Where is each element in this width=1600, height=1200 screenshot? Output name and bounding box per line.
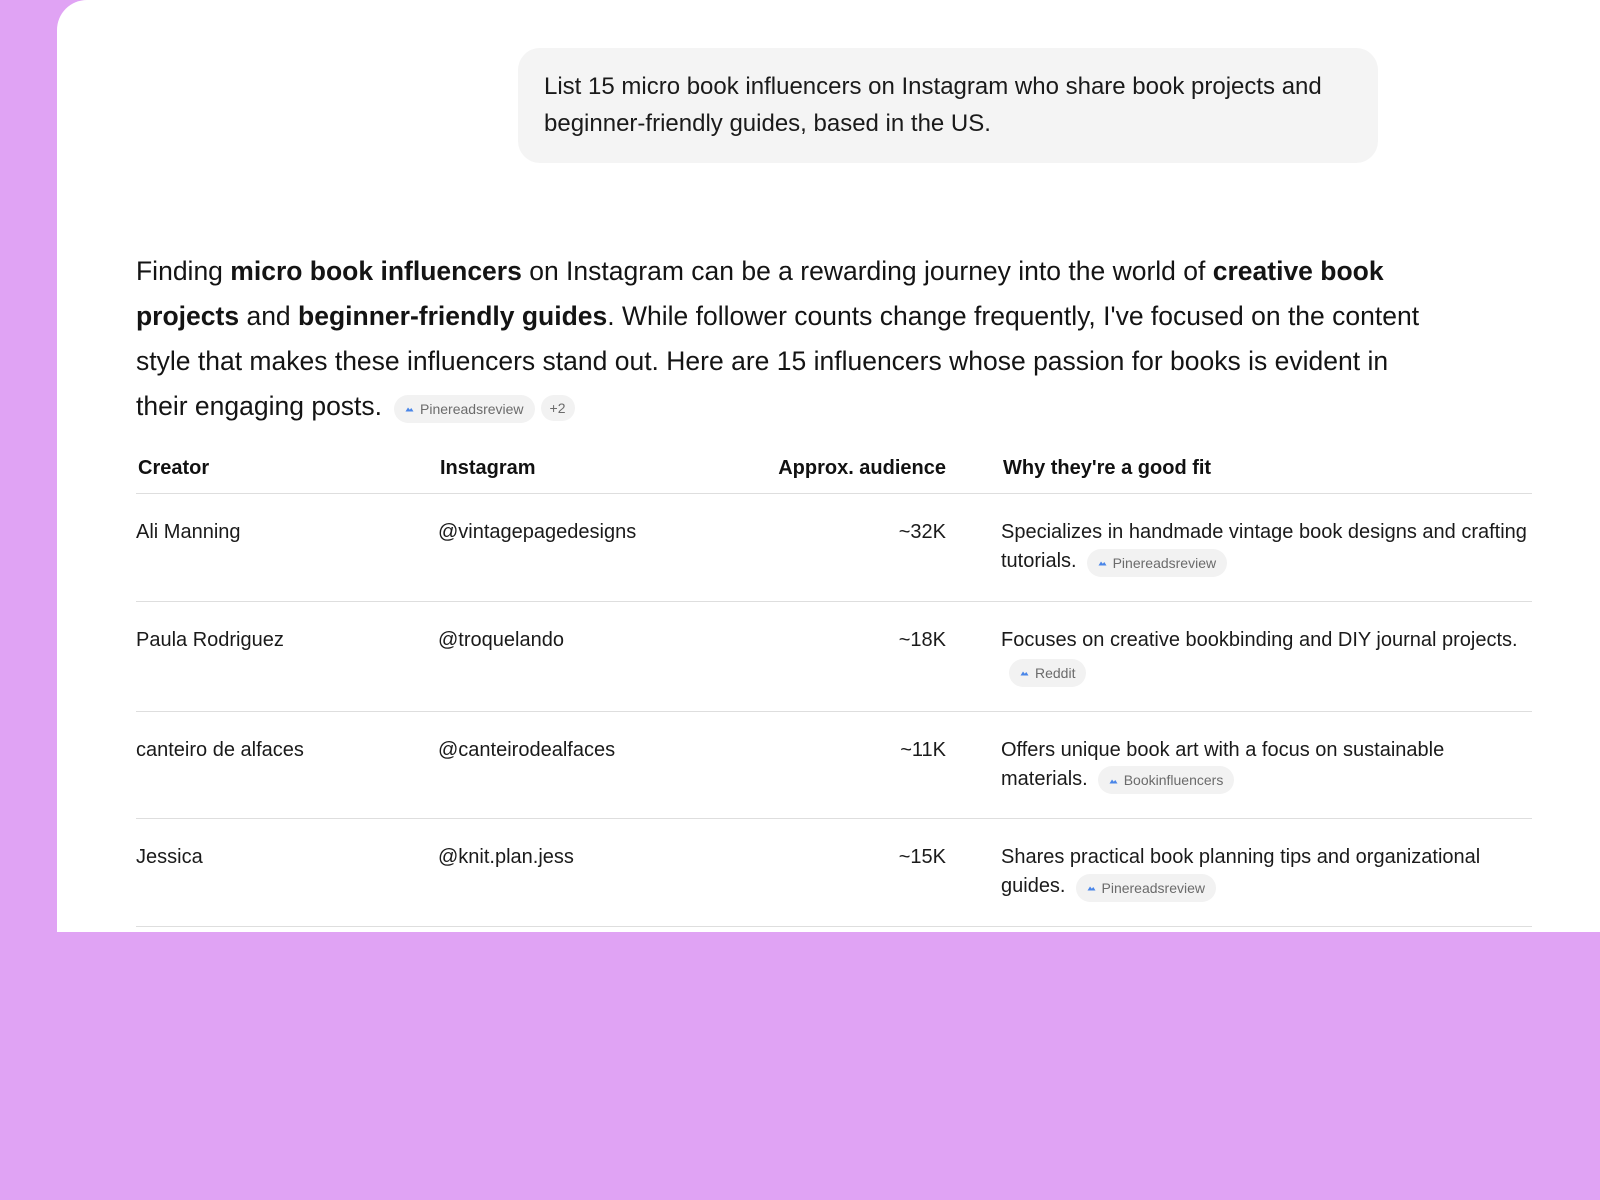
intro-bold-1: micro book influencers [230, 256, 522, 286]
intro-bold-3: beginner-friendly guides [298, 301, 608, 331]
cell-audience: ~18K [674, 601, 946, 711]
table-row [136, 494, 1532, 602]
chat-panel [57, 0, 1600, 932]
table-row [136, 819, 1532, 927]
cell-instagram: @troquelando [438, 601, 674, 711]
column-header-creator: Creator [136, 443, 438, 494]
cell-creator: Ali Manning [136, 494, 438, 602]
intro-bold-2: creative book projects [136, 256, 1384, 331]
cell-why-text: Focuses on creative bookbinding and DIY journal projects. [1001, 628, 1518, 651]
source-favicon-icon [1020, 669, 1029, 676]
user-message-bubble [518, 48, 1378, 163]
source-favicon-icon [1098, 559, 1107, 566]
table-row [136, 601, 1532, 711]
source-chip-label: Pinereadsreview [420, 400, 524, 417]
column-header-why: Why they're a good fit [946, 443, 1532, 494]
cell-audience: ~32K [674, 494, 946, 602]
cell-creator: Jessica [136, 819, 438, 927]
cell-instagram: @canteirodealfaces [438, 711, 674, 819]
source-favicon-icon [1087, 884, 1096, 891]
intro-text-1: Finding [136, 256, 231, 286]
cell-audience: ~11K [674, 711, 946, 819]
answer-intro [136, 249, 1426, 429]
user-message-text: List 15 micro book influencers on Instagram who share book projects and beginner-friendly guides, based in the US. [544, 73, 1322, 137]
cell-instagram: @vintagepagedesigns [438, 494, 674, 602]
cell-why [946, 494, 1532, 602]
source-chip[interactable] [1009, 659, 1086, 687]
table-row [136, 711, 1532, 819]
intro-text-2: on Instagram can be a rewarding journey into the world of [521, 256, 1213, 286]
source-chip-label: Bookinfluencers [1123, 772, 1224, 788]
intro-text-4: . While follower counts change frequently, I've focused on the content style that makes these influencers stand out. Here are 15 influencers whose passion for books is evident in their engaging posts. [136, 301, 1420, 421]
table-header-row [136, 443, 1532, 494]
column-header-instagram: Instagram [438, 443, 674, 494]
cell-why-text: Shares practical book planning tips and organizational guides. [1001, 846, 1481, 897]
source-favicon-icon [405, 405, 414, 412]
cell-creator: Paula Rodriguez [136, 601, 438, 711]
cell-creator: canteiro de alfaces [136, 711, 438, 819]
source-chip[interactable] [1076, 874, 1217, 902]
intro-text-3: and [239, 301, 299, 331]
cell-instagram: @knit.plan.jess [438, 819, 674, 927]
cell-why [946, 601, 1532, 711]
source-favicon-icon [1109, 777, 1118, 784]
source-chip[interactable] [394, 395, 535, 423]
source-chip-label: Pinereadsreview [1112, 554, 1217, 571]
cell-why [946, 819, 1532, 927]
influencer-table [136, 443, 1532, 927]
source-chip[interactable] [1087, 549, 1228, 577]
cell-why-text: Specializes in handmade vintage book designs and crafting tutorials. [1001, 521, 1527, 572]
cell-why [946, 711, 1532, 819]
source-chip-label: Reddit [1035, 664, 1076, 681]
more-sources-chip[interactable]: +2 [541, 395, 575, 421]
source-chip-label: Pinereadsreview [1101, 879, 1205, 896]
source-chip[interactable] [1098, 766, 1235, 794]
column-header-audience: Approx. audience [674, 443, 946, 494]
cell-why-text: Offers unique book art with a focus on sustainable materials. [1001, 738, 1445, 790]
cell-audience: ~15K [674, 819, 946, 927]
assistant-answer [136, 249, 1596, 927]
